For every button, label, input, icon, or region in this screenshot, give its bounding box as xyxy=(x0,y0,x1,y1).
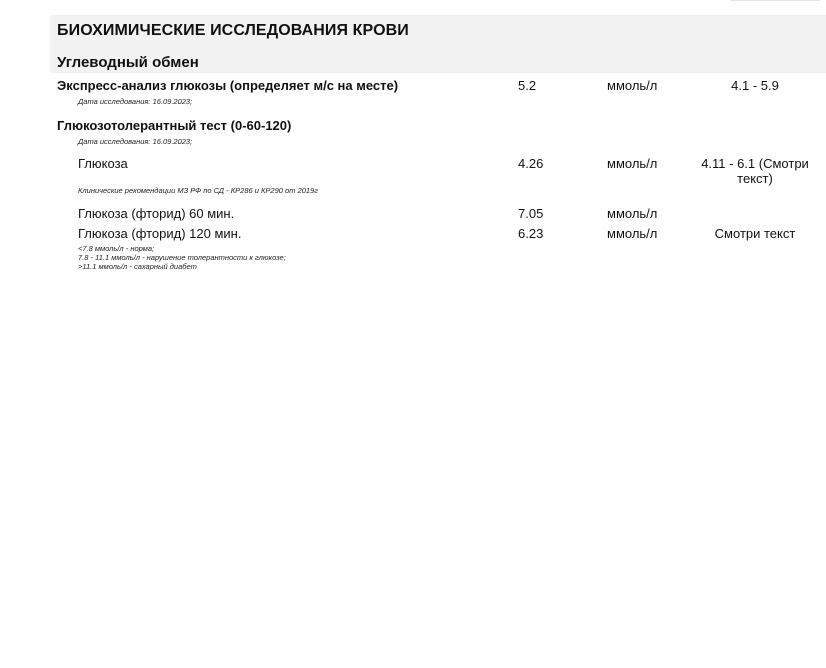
page-edge-line xyxy=(730,0,820,5)
gtt-date: Дата исследования: 16.09.2023; xyxy=(78,137,193,146)
interpretation-note-2: 7.8 - 11.1 ммоль/л - нарушение толерантности к глюкозе; xyxy=(78,253,286,262)
interpretation-note-3: >11.1 ммоль/л - сахарный диабет xyxy=(78,262,197,271)
express-test-value: 5.2 xyxy=(518,78,537,93)
glucose-name: Глюкоза xyxy=(78,156,128,171)
glucose-120-reference: Смотри текст xyxy=(714,226,796,241)
express-test-reference: 4.1 - 5.9 xyxy=(731,78,779,93)
glucose-120-value: 6.23 xyxy=(518,226,544,241)
express-test-unit: ммоль/л xyxy=(607,78,658,93)
glucose-120-unit: ммоль/л xyxy=(607,226,658,241)
interpretation-note-1: <7.8 ммоль/л - норма; xyxy=(78,244,155,253)
glucose-unit: ммоль/л xyxy=(607,156,658,171)
gtt-name: Глюкозотолерантный тест (0-60-120) xyxy=(57,118,292,133)
glucose-reference: 4.11 - 6.1 (Смотри текст) xyxy=(701,156,809,186)
glucose-60-unit: ммоль/л xyxy=(607,206,658,221)
express-test-date: Дата исследования: 16.09.2023; xyxy=(78,97,193,106)
glucose-60-value: 7.05 xyxy=(518,206,544,221)
glucose-120-name: Глюкоза (фторид) 120 мин. xyxy=(78,226,242,241)
group-title: Углеводный обмен xyxy=(57,54,199,71)
express-test-name: Экспресс-анализ глюкозы (определяет м/с на месте) xyxy=(57,78,399,93)
glucose-guideline-note: Клинические рекомендации МЗ РФ по СД - КР286 и КР290 от 2019г xyxy=(78,186,318,195)
glucose-60-name: Глюкоза (фторид) 60 мин. xyxy=(78,206,235,221)
glucose-value: 4.26 xyxy=(518,156,544,171)
section-title: БИОХИМИЧЕСКИЕ ИССЛЕДОВАНИЯ КРОВИ xyxy=(57,22,409,39)
